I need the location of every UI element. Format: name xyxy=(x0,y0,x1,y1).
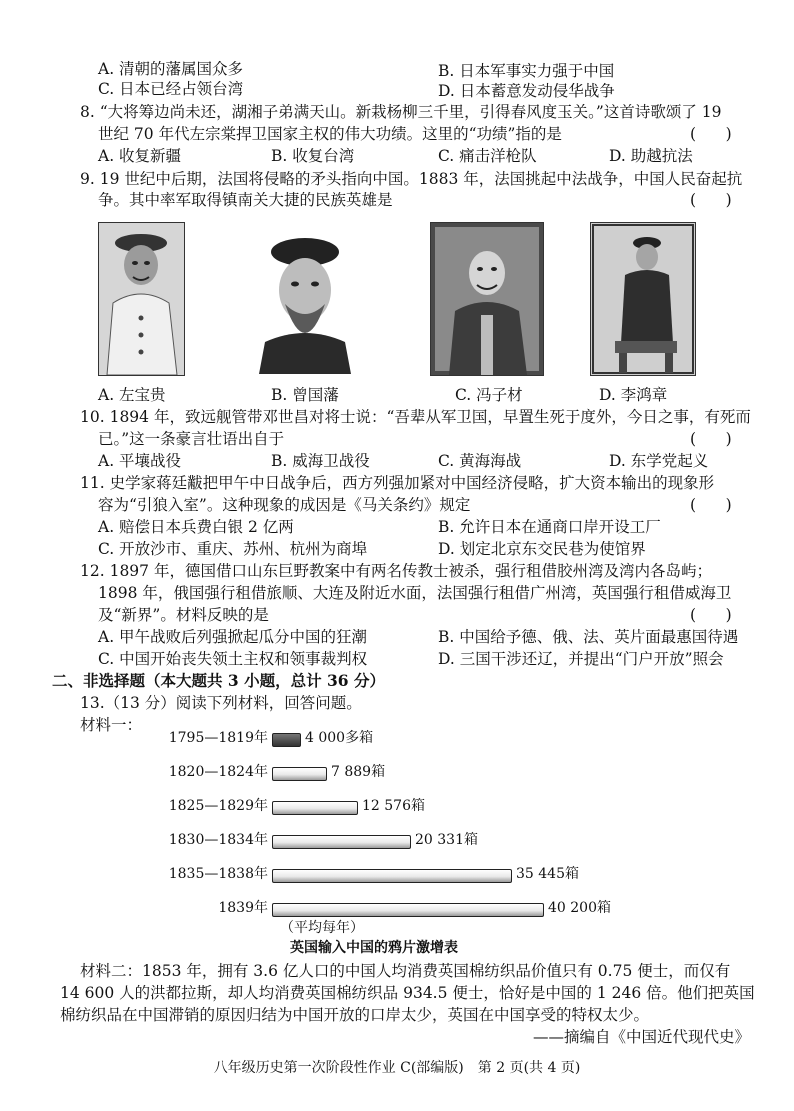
chart-value-label: 12 576箱 xyxy=(362,798,425,814)
q13-intro: 13.（13 分）阅读下列材料，回答问题。 xyxy=(80,694,362,712)
chart-title: 英国输入中国的鸦片激增表 xyxy=(290,940,458,956)
q11-answer-blank: ( ) xyxy=(690,496,732,514)
q10-option-d: D. 东学党起义 xyxy=(609,452,709,470)
q8-option-a: A. 收复新疆 xyxy=(98,147,182,165)
chart-category-label: 1839年 xyxy=(218,900,268,916)
q7-option-b: B. 日本军事实力强于中国 xyxy=(438,62,615,80)
q12-option-a: A. 甲午战败后列强掀起瓜分中国的狂潮 xyxy=(98,628,368,646)
chart-bar xyxy=(272,903,544,917)
q10-stem-line1: 10. 1894 年，致远舰管带邓世昌对将士说：“吾辈从军卫国，早置生死于度外，今日之事，有死而 xyxy=(80,408,751,426)
material-two-line1: 材料二：1853 年，拥有 3.6 亿人口的中国人均消费英国棉纺织品价值只有 0.75 便士，而仅有 xyxy=(80,962,731,980)
section-heading: 二、非选择题（本大题共 3 小题，总计 36 分） xyxy=(52,671,385,690)
q9-option-d: D. 李鸿章 xyxy=(599,386,668,404)
chart-category-label: 1820—1824年 xyxy=(168,764,268,780)
chart-bar xyxy=(272,835,411,849)
portrait-zeng-guofan xyxy=(255,232,355,374)
q9-option-a: A. 左宝贵 xyxy=(98,386,166,404)
chart-value-label: 20 331箱 xyxy=(415,832,478,848)
q7-option-c: C. 日本已经占领台湾 xyxy=(98,80,244,98)
q12-answer-blank: ( ) xyxy=(690,606,732,624)
chart-value-label: 35 445箱 xyxy=(516,866,579,882)
q11-option-d: D. 划定北京东交民巷为使馆界 xyxy=(438,540,646,558)
q8-stem-line2: 世纪 70 年代左宗棠捍卫国家主权的伟大功绩。这里的“功绩”指的是 xyxy=(98,125,562,143)
q8-option-b: B. 收复台湾 xyxy=(271,147,355,165)
chart-value-label: 4 000多箱 xyxy=(305,730,374,746)
q7-option-a: A. 清朝的藩属国众多 xyxy=(98,60,244,78)
material-two-source: ——摘编自《中国近代现代史》 xyxy=(532,1028,750,1046)
chart-value-label: 40 200箱 xyxy=(548,900,611,916)
portrait-zuo-baogui xyxy=(98,222,185,376)
q8-option-c: C. 痛击洋枪队 xyxy=(438,147,537,165)
opium-chart xyxy=(0,728,794,953)
q10-option-a: A. 平壤战役 xyxy=(98,452,182,470)
q9-stem-line2: 争。其中率军取得镇南关大捷的民族英雄是 xyxy=(98,191,393,209)
chart-category-label: 1835—1838年 xyxy=(168,866,268,882)
q9-stem-line1: 9. 19 世纪中后期，法国将侵略的矛头指向中国。1883 年，法国挑起中法战争，中国人民奋起抗 xyxy=(80,170,743,188)
q8-option-d: D. 助越抗法 xyxy=(609,147,693,165)
chart-bar xyxy=(272,733,301,747)
chart-bar xyxy=(272,801,358,815)
q8-stem-line1: 8. “大将筹边尚未还，湖湘子弟满天山。新栽杨柳三千里，引得春风度玉关。”这首诗歌颂了 19 xyxy=(80,103,722,121)
q10-option-b: B. 威海卫战役 xyxy=(271,452,370,470)
q12-option-c: C. 中国开始丧失领土主权和领事裁判权 xyxy=(98,650,368,668)
q12-stem-line1: 12. 1897 年，德国借口山东巨野教案中有两名传教士被杀，强行租借胶州湾及湾内各岛屿； xyxy=(80,562,712,580)
portrait-feng-zicai xyxy=(430,222,544,376)
chart-value-label: 7 889箱 xyxy=(331,764,386,780)
material-one-label: 材料一： xyxy=(80,716,143,734)
q9-option-c: C. 冯子材 xyxy=(455,386,523,404)
q11-option-c: C. 开放沙市、重庆、苏州、杭州为商埠 xyxy=(98,540,368,558)
q9-option-b: B. 曾国藩 xyxy=(271,386,339,404)
q9-answer-blank: ( ) xyxy=(690,191,732,209)
material-two-line3: 棉纺织品在中国滞销的原因归结为中国开放的口岸太少，英国在中国享受的特权太少。 xyxy=(60,1006,650,1024)
q12-stem-line3: 及“新界”。材料反映的是 xyxy=(98,606,269,624)
q11-option-b: B. 允许日本在通商口岸开设工厂 xyxy=(438,518,661,536)
q10-answer-blank: ( ) xyxy=(690,430,732,448)
chart-bar xyxy=(272,869,512,883)
q7-option-d: D. 日本蓄意发动侵华战争 xyxy=(438,82,615,100)
material-two-line2: 14 600 人的洪都拉斯，却人均消费英国棉纺织品 934.5 便士，恰好是中国的 1 246 倍。他们把英国 xyxy=(60,984,755,1002)
q12-option-d: D. 三国干涉还辽，并提出“门户开放”照会 xyxy=(438,650,724,668)
chart-category-label: 1830—1834年 xyxy=(168,832,268,848)
chart-category-label: 1825—1829年 xyxy=(168,798,268,814)
chart-axis-note: （平均每年） xyxy=(280,920,364,936)
q12-stem-line2: 1898 年，俄国强行租借旅顺、大连及附近水面，法国强行租借广州湾，英国强行租借威海卫 xyxy=(98,584,732,602)
q12-option-b: B. 中国给予德、俄、法、英片面最惠国待遇 xyxy=(438,628,739,646)
chart-bar xyxy=(272,767,327,781)
portrait-li-hongzhang xyxy=(590,222,696,376)
q11-stem-line1: 11. 史学家蒋廷黻把甲午中日战争后，西方列强加紧对中国经济侵略，扩大资本输出的现象形 xyxy=(80,474,715,492)
chart-category-label: 1795—1819年 xyxy=(168,730,268,746)
q11-option-a: A. 赔偿日本兵费白银 2 亿两 xyxy=(98,518,294,536)
q10-stem-line2: 已。”这一条豪言壮语出自于 xyxy=(98,430,285,448)
q11-stem-line2: 容为“引狼入室”。这种现象的成因是《马关条约》规定 xyxy=(98,496,471,514)
page-footer: 八年级历史第一次阶段性作业 C(部编版) 第 2 页(共 4 页) xyxy=(213,1060,581,1076)
q10-option-c: C. 黄海海战 xyxy=(438,452,522,470)
q8-answer-blank: ( ) xyxy=(690,125,732,143)
